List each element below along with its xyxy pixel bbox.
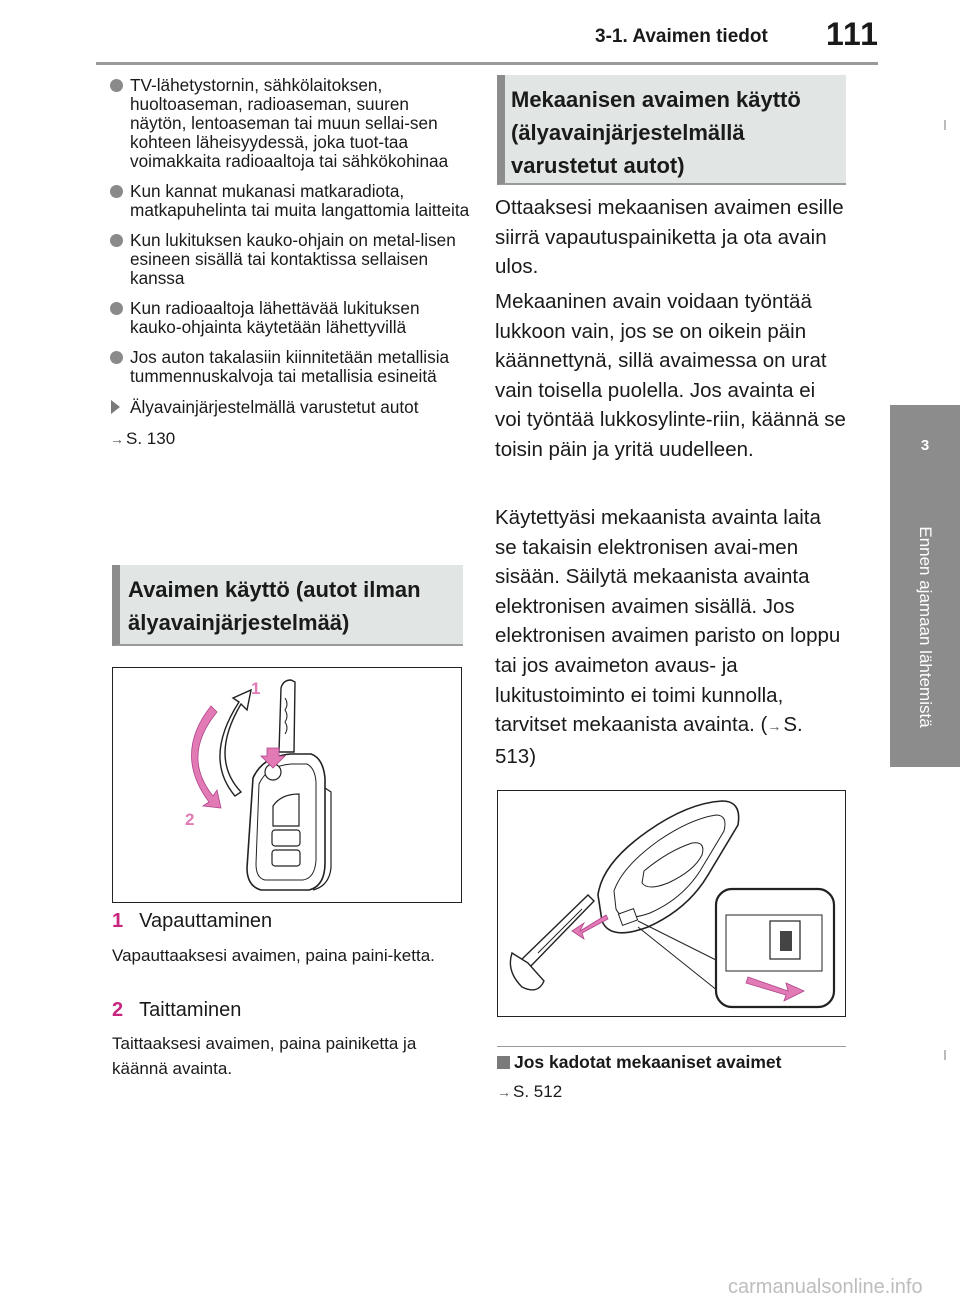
side-mark [944,120,946,130]
step-1: 1 Vapauttaminen [112,910,273,932]
arrow-icon: → [497,1084,511,1100]
arrow-icon: → [110,431,124,447]
header-rule [96,62,878,65]
flip-key-illustration [113,668,460,901]
section-heading-mechanical-key: Mekaanisen avaimen käyttö (älyavainjärjestelmällä varustetut autot) [497,75,846,185]
side-mark [944,1050,946,1060]
smart-key-figure [497,790,846,1017]
bullet-dot-icon [110,185,123,198]
chapter-label: Ennen ajamaan lähtemistä [916,526,935,728]
chapter-number-tab: 3 [890,405,960,487]
subheading-rule [497,1046,846,1047]
bullet-item: TV-lähetystornin, sähkölaitoksen, huoltoaseman, radioaseman, suuren näytön, lentoaseman tai muun sellai-sen kohteen läheisyydessä, joka tuot-taa voimakkaita radioaaltoja tai sähkökohinaa [110,76,470,171]
paragraph-store: Käytettyäsi mekaanista avainta laita se takaisin elektronisen avai-men sisään. Säilytä mekaanista avainta elektronisen avaimen sisällä. Jos elektronisen avaimen paristo on loppu tai jos avaimeton avaus- ja lukitustoiminto ei toimi kunnolla, tarvitset mekaanista avainta. (→S. 513) [495,506,841,768]
page-reference[interactable]: S. 513 [495,713,803,768]
unlock-button [272,830,300,846]
figure-label-2: 2 [185,810,195,829]
fold-close-arrow-icon [191,706,221,808]
bullet-dot-icon [110,234,123,247]
arrow-icon: → [767,718,782,735]
step-2: 2 Taittaminen [112,999,242,1021]
step-2-description: Taittaaksesi avaimen, paina painiketta ja käännä avainta. [112,1034,417,1078]
watermark: carmanualsonline.info [728,1276,923,1298]
zoom-line [638,921,718,961]
figure-label-1: 1 [251,679,261,698]
section-heading-key-use: Avaimen käyttö (autot ilman älyavainjärjestelmää) [112,565,463,646]
step-1-description: Vapauttaaksesi avaimen, paina paini-ketta. [112,946,435,965]
paragraph-take-out: Ottaaksesi mekaanisen avaimen esille siirrä vapautuspainiketta ja ota avain ulos. [495,196,844,279]
bullet-dot-icon [110,302,123,315]
smart-key-illustration [498,791,844,1015]
paragraph-insert: Mekaaninen avain voidaan työntää lukkoon vain, jos se on oikein päin käännettynä, sillä avaimessa on urat vain toisella puolella. Jos avainta ei voi työntää lukkosylinte-riin, käännä se toisin päin ja yritä uudelleen. [495,290,846,461]
zoom-line [638,927,718,991]
smart-key-note: Älyavainjärjestelmällä varustetut autot [110,397,470,417]
flip-key-figure [112,667,462,903]
square-bullet-icon [497,1056,510,1069]
detail-slider-knob [780,931,792,951]
left-column [110,76,470,449]
bullet-dot-icon [110,351,123,364]
page-reference[interactable]: → S. 130 [110,429,176,448]
fold-open-arrow-icon [220,690,251,796]
bullet-dot-icon [110,79,123,92]
page-reference[interactable]: → S. 512 [497,1082,563,1101]
bullet-item: Kun lukituksen kauko-ohjain on metal-lisen esineen sisällä tai kontaktissa sellaisen kanssa [110,231,470,288]
section-title: 3-1. Avaimen tiedot [595,26,768,47]
panic-button [272,850,300,866]
bullet-item: Kun radioaaltoja lähettävää lukituksen kauko-ohjainta käytetään lähettyvillä [110,299,470,337]
bullet-item: Kun kannat mukanasi matkaradiota, matkapuhelinta tai muita langattomia laitteita [110,182,470,220]
bullet-item: Jos auton takalasiin kiinnitetään metallisia tummennuskalvoja tai metallisia esineitä [110,348,470,386]
page-number: 111 [826,16,879,52]
lost-keys-heading: Jos kadotat mekaaniset avaimet [497,1052,782,1073]
triangle-icon [111,400,120,414]
